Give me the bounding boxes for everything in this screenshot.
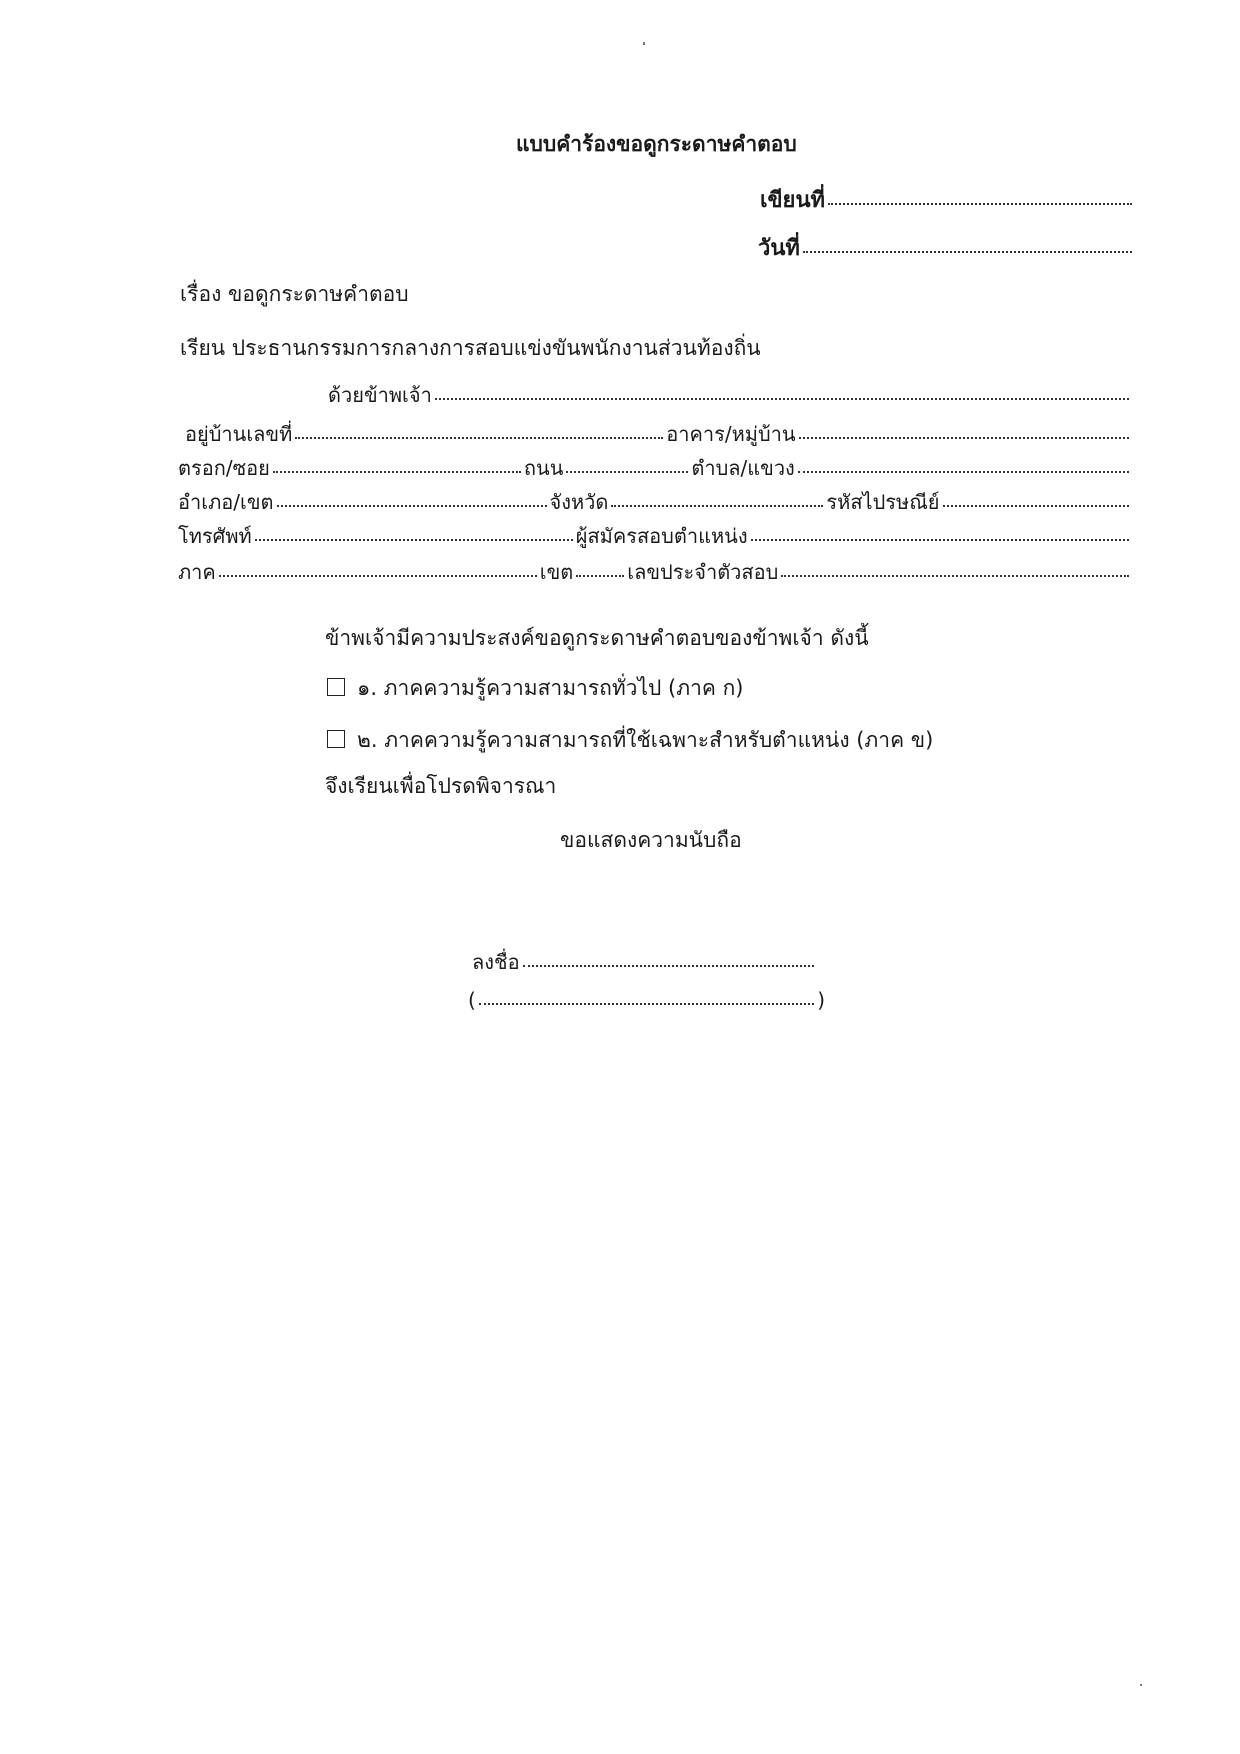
district-label: อำเภอ/เขต (178, 490, 274, 514)
district-field[interactable] (277, 505, 547, 507)
date-line (758, 238, 1135, 260)
contact-line (178, 526, 1132, 546)
subdistrict-field[interactable] (798, 471, 1129, 473)
written-at-line (760, 190, 1135, 212)
province-label: จังหวัด (549, 490, 609, 514)
printed-name-line (468, 990, 825, 1010)
zone-field[interactable] (576, 575, 624, 577)
option-specific (327, 730, 933, 751)
subject-line: เรื่อง ขอดูกระดาษคำตอบ (180, 282, 409, 306)
position-field[interactable] (751, 539, 1129, 541)
name-label: ด้วยข้าพเจ้า (328, 383, 432, 407)
address-line-2 (178, 458, 1132, 478)
exam-id-field[interactable] (781, 575, 1129, 577)
paren-open: ( (468, 988, 476, 1012)
option-general-checkbox[interactable] (327, 678, 345, 696)
subdistrict-label: ตำบล/แขวง (691, 456, 795, 480)
position-label: ผู้สมัครสอบตำแหน่ง (575, 524, 748, 548)
addressee-line: เรียน ประธานกรรมการกลางการสอบแข่งขันพนักงานส่วนท้องถิ่น (180, 336, 761, 360)
building-field[interactable] (799, 437, 1129, 439)
printed-name-field[interactable] (479, 1003, 814, 1005)
name-field[interactable] (435, 398, 1129, 400)
house-no-label: อยู่บ้านเลขที่ (185, 422, 293, 446)
zone-label: เขต (539, 560, 574, 584)
scan-speck (1140, 1684, 1142, 1686)
request-intro: ข้าพเจ้ามีความประสงค์ขอดูกระดาษคำตอบของข้าพเจ้า ดังนี้ (325, 626, 869, 650)
road-field[interactable] (566, 471, 688, 473)
house-no-field[interactable] (295, 437, 663, 439)
regards-line: ขอแสดงความนับถือ (560, 828, 742, 852)
region-field[interactable] (219, 575, 537, 577)
province-field[interactable] (611, 505, 823, 507)
option-specific-checkbox[interactable] (327, 730, 345, 748)
postcode-label: รหัสไปรษณีย์ (826, 490, 940, 514)
exam-line (178, 562, 1132, 582)
building-label: อาคาร/หมู่บ้าน (666, 422, 796, 446)
region-label: ภาค (178, 560, 216, 584)
postcode-field[interactable] (943, 505, 1130, 507)
signature-field[interactable] (523, 965, 814, 967)
option-specific-label: ๒. ภาคความรู้ความสามารถที่ใช้เฉพาะสำหรับตำแหน่ง (ภาค ข) (357, 728, 934, 752)
date-field[interactable] (803, 251, 1132, 253)
exam-id-label: เลขประจำตัวสอบ (627, 560, 779, 584)
scan-speck (643, 42, 645, 45)
applicant-name-line (328, 385, 1132, 405)
alley-label: ตรอก/ซอย (178, 456, 270, 480)
written-at-label: เขียนที่ (760, 188, 825, 213)
alley-field[interactable] (273, 471, 521, 473)
option-general-label: ๑. ภาคความรู้ความสามารถทั่วไป (ภาค ก) (357, 676, 744, 700)
phone-field[interactable] (255, 539, 573, 541)
form-title: แบบคำร้องขอดูกระดาษคำตอบ (516, 132, 797, 156)
sign-label: ลงชื่อ (472, 950, 520, 974)
paren-close: ) (817, 988, 825, 1012)
address-line-3 (178, 492, 1132, 512)
road-label: ถนน (523, 456, 564, 480)
written-at-field[interactable] (828, 203, 1132, 205)
closing-line: จึงเรียนเพื่อโปรดพิจารณา (325, 774, 557, 798)
address-line-1 (185, 424, 1132, 444)
date-label: วันที่ (758, 236, 800, 261)
option-general (327, 678, 744, 699)
signature-line (472, 952, 817, 972)
phone-label: โทรศัพท์ (178, 524, 252, 548)
